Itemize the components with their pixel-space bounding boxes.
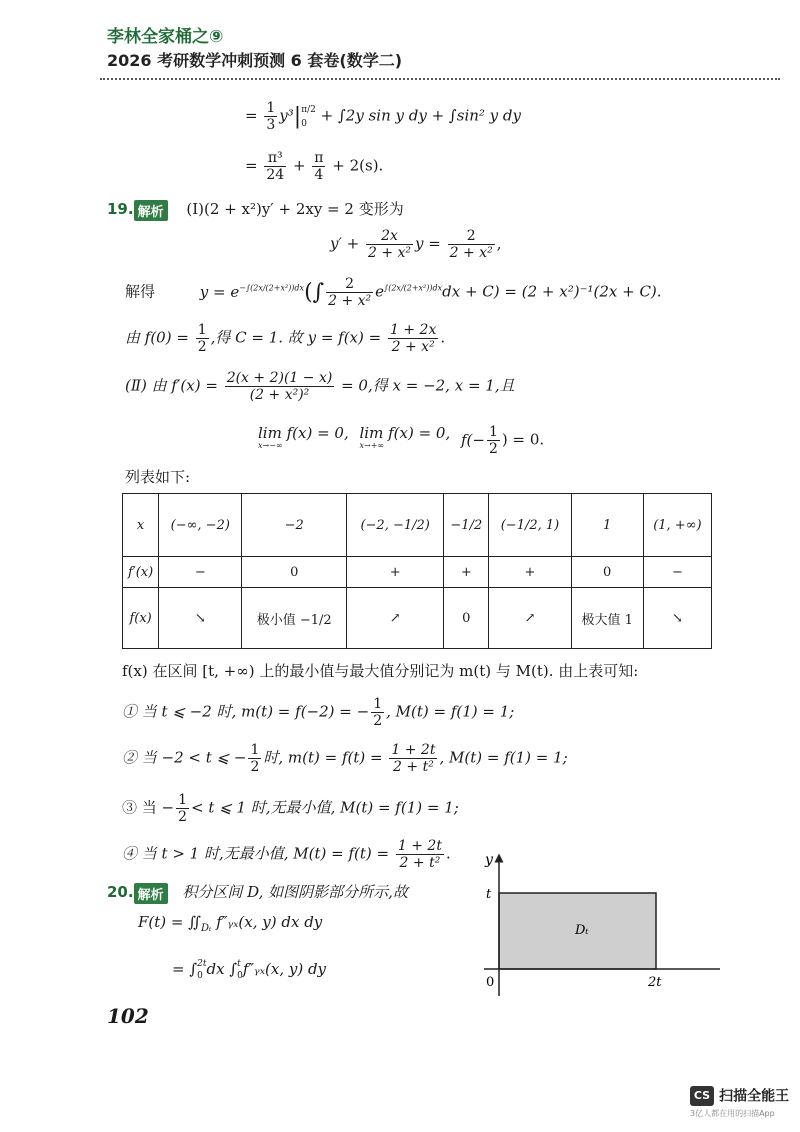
y-axis-label: y — [485, 852, 493, 868]
scanner-watermark — [690, 1085, 789, 1119]
table-row: f(x) ↘ 极小值 −1/2 ↗ 0 ↗ 极大值 1 ↘ — [123, 588, 712, 649]
origin-label: 0 — [486, 975, 495, 990]
q20-F-def: $F(t) = ∬_{D_t}$ f″ᵧₓ(x, y) dx dy — [138, 913, 323, 934]
app-tagline: 3亿人都在用的扫描App — [690, 1108, 775, 1118]
t-tick-label: t — [486, 887, 492, 902]
q19-part2: (Ⅱ) 由 f′(x) = $\frac{2(x + 2)(1 - x)}{\text{(2 + x²)²}}$ = 0,得 x = −2, x = 1,且 — [125, 370, 515, 403]
frac-one-third: $\frac{1}{3}$ — [266, 100, 276, 133]
page-number: 102 — [107, 1004, 149, 1028]
region-figure — [462, 848, 722, 998]
q19-ode: y′ + $\frac{2x}{\text{2 + x²}}$ y = $\frac{2}{\text{2 + x²}}$ , — [330, 228, 502, 261]
case-2: ② 当 −2 < t ⩽ − $\frac{1}{2}$ 时, m(t) = f(t) = $\frac{1 + 2t}{\text{2 + t²}}$ , M(t) = f(1) = 1; — [122, 742, 568, 775]
cont-eq1: = $\frac{1}{3}$ y³| π/2 0 + ∫2y sin y dy + ∫sin² y dy — [245, 100, 522, 133]
2t-tick-label: 2t — [648, 975, 662, 990]
q20-F-iter: = ∫ 2t 0 dx ∫ t 0 f″ᵧₓ(x, y) dy — [172, 959, 327, 981]
solution-tag: 解析 — [134, 883, 168, 904]
q19-heading: 19. 解析 (Ⅰ)(2 + x²)y′ + 2xy = 2 变形为 — [107, 200, 404, 220]
camscanner-logo-icon: CS — [690, 1086, 714, 1106]
table-intro: 列表如下: — [125, 468, 191, 486]
table-row: f′(x) − 0 + + + 0 − — [123, 557, 712, 588]
case-3: ③ 当 − $\frac{1}{2}$ < t ⩽ 1 时,无最小值, M(t) = f(1) = 1; — [122, 792, 459, 825]
q20-heading: 20. 解析 积分区间 D, 如图阴影部分所示,故 — [107, 883, 408, 903]
solution-tag: 解析 — [134, 200, 168, 221]
region-label: Dₜ — [575, 923, 589, 938]
cont-eq2: = $\frac{\text{π³}}{24}$ + $\frac{\pi}{4}$ + 2(s). — [245, 150, 384, 183]
sign-table — [122, 493, 712, 649]
table-row: x (−∞, −2) −2 (−2, −1/2) −1/2 (−1/2, 1) 1 (1, +∞) — [123, 494, 712, 557]
after-table-text: f(x) 在区间 [t, +∞) 上的最小值与最大值分别记为 m(t) 与 M(t). 由上表可知: — [122, 662, 639, 680]
q19-condition: 由 f(0) = $\frac{1}{2}$ ,得 C = 1. 故 y = f(x) = $\frac{1 + 2x}{\text{2 + x²}}$ . — [125, 322, 446, 355]
case-4: ④ 当 t > 1 时,无最小值, M(t) = f(t) = $\frac{1 + 2t}{\text{2 + t²}}$ . — [122, 838, 451, 871]
q19-solve: 解得 $y = e^{-\int(2x/(2+x^2))dx}(\int$ $\frac{2}{\text{2 + x²}}$ $e^{\int(2x/(2+x^2))dx}dx + C) = (2 + x^2)^{-1}(2x + C)$. — [125, 276, 662, 309]
header-divider — [100, 78, 780, 80]
book-title: 2026 考研数学冲刺预测 6 套卷(数学二) — [107, 51, 403, 70]
q19-limits: lim f(x) = 0, x→−∞ lim f(x) = 0, x→+∞ f(− $\frac{1}{2}$ ) = 0. — [258, 424, 545, 457]
series-title: 李林全家桶之⑨ — [107, 27, 224, 47]
app-name: 扫描全能王 — [719, 1088, 790, 1105]
case-1: ① 当 t ⩽ −2 时, m(t) = f(−2) = − $\frac{1}{2}$ , M(t) = f(1) = 1; — [122, 696, 515, 729]
